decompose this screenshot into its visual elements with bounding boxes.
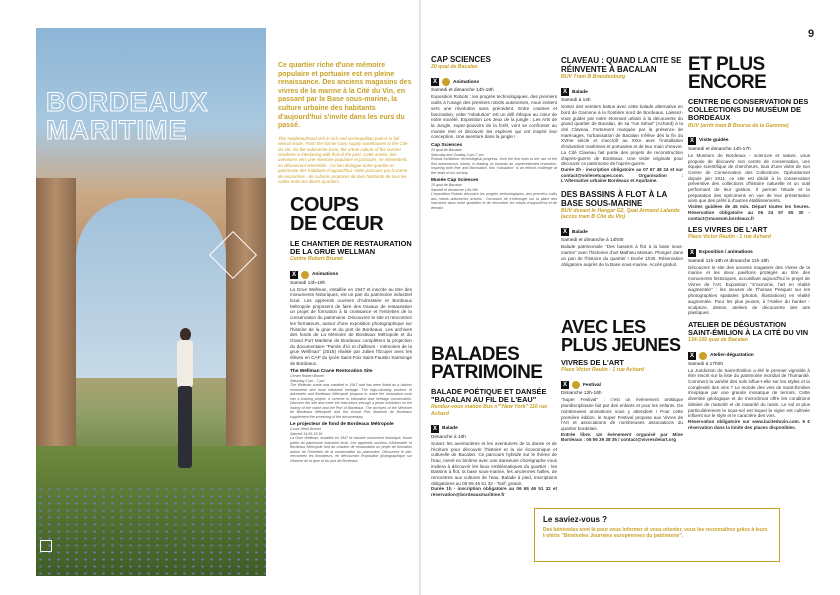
atelier-tag: X Atelier-dégustation <box>689 352 754 359</box>
hero-title: BORDEAUX MARITIME <box>46 87 209 145</box>
atelier-venue: 134-150 quai de Bacalan <box>688 337 748 344</box>
jeunes-subtitle: VIVRES DE L'ART <box>561 358 624 367</box>
vivres-tag: X Exposition / animations <box>689 249 753 256</box>
cap-venue: 20 quai de Bacalan <box>431 64 478 71</box>
saviez-body: Des bénévoles sont là pour vous informer et vous orienter, vous les reconnaîtrez grâce à leurs t-shirts "Bénévoles Journées européennes du patrimoine". <box>543 527 768 540</box>
cap-body: Exposition Robots : les progrès technologiques, des premiers outils à l'usage des premiers robots autonomes, nous invitent vers une révolution sans précédent. Entre craintes et fascination, cette "robolution" est un défi éthique au cœur de notre société. Exposition Les Jeux de la jungle : Les Arts de la Jungle, super-pouvoirs de la forêt, vont se confronter au monde réel et découvrir les espèces qui ont inspiré leur conception. Une aventure dans la jungle ! <box>431 94 557 140</box>
etplus-title: ET PLUS ENCORE <box>688 56 767 93</box>
saviez-title: Le saviez-vous ? <box>543 515 608 524</box>
coups-date: Samedi 14h-19h <box>290 280 326 286</box>
intro-english: This neighbourhood rich in rich and cosmopolitan past is in full revival mode. From the former navy supply warehouses to the Cité du Vin, via the submarine base, the urban culture of the current residents is interlacing with that of the past. Cette année, des aventures vers une mémoire populaire et portuaire, se réinventent, en découvrant ensemble - Ce lien dialogue entre quartier et patrimoine des habitants d'aujourd'hui. Votre parcours par la trame de rencontres - de cultures proposes de tous habitants de tous les cultes entre les divers quartiers. <box>278 135 408 184</box>
claveau-section <box>561 56 683 267</box>
atelier-date: Samedi à 17h00 <box>688 361 723 367</box>
balades-contact: Durée 1h - inscription obligatoire au 06 65 46 51 32 et réservation@bordeauxmaritime.fr <box>431 486 557 498</box>
balades-section <box>431 346 557 498</box>
stone-pillar-left <box>36 178 76 478</box>
coups-en-title: The Wellman Crane Restoration Site <box>290 369 373 375</box>
etplus-contact: Visites guidées de 45 min. Départ toutes les heures. Réservation obligatoire au 05 24 57 65 30 - contact@museum.bordeaux.fr <box>688 204 810 221</box>
coups-proj-date: Samedi 14:30-15:30 <box>290 431 323 436</box>
jeunes-body: "Super Festival" : c'est un évènement artistique pluridisciplinaire fait par des enfants et pour les enfants. De nombreuses animations vous y attendent ! Pour cette première édition, le Super Festival propose aux Vivres de l'Art et associations de nombreuses associations du quartier bordelais. <box>561 397 683 431</box>
page-gutter <box>419 0 421 595</box>
saviez-vous-box <box>534 508 780 562</box>
coups-tag: X Animations <box>291 271 339 278</box>
vivres-body: Découvrez le site des anciens magasins des Vivres de la marine et les deux pavillons protégés au titre des monuments historiques, accueillant aujourd'hui le projet de Vivres de l'Art. Exposition "S'oxmonix, l'art en réalité augmentée" : les œuvres de Thomas Pesquet sur les photographies spatiales (photos, illustrations) en réalité augmentée. Pour les plus jeunes, à l'Atelier du bunker - sculpture, dessin, ateliers de découverte des arts plastiques. <box>688 264 810 316</box>
bassins-date: Samedi et dimanche à 14h00 <box>561 238 624 244</box>
etplus-tag: X Visite guidée <box>689 137 729 144</box>
coups-title: COUPS DE CŒUR <box>290 196 384 235</box>
corner-ornament <box>40 540 52 552</box>
claveau-tag: X Balade <box>562 89 588 96</box>
coups-en-sub: Centre Robert Brunet <box>290 374 325 379</box>
cap-musee-sub: 20 quai de Bacalan <box>431 183 462 188</box>
bassins-title: DES BASSINS À FLOT À LA BASE SOUS-MARINE <box>561 190 667 209</box>
jeunes-contact: Entrée libre. Un évènement organisé par Mine Bordeaux : 05 56 39 38 35 / contact@vivresdelart.org <box>561 431 683 443</box>
jeunes-section <box>561 318 683 443</box>
cap-title: CAP SCIENCES <box>431 56 491 64</box>
atelier-body: La Juridiction de Saint-Émilion a été le premier vignoble à être inscrit sur la liste du patrimoine mondial de l'humanité. Comment la variété des sols influe-t-elle sur les styles et la complexité des vins ? Le monde des vins de Saint-Émilion s'explique par une grande mosaïque de terroirs. Cette diversité géologique et de microclimat offre les conditions idéales de maturité et de maturité du raisin. Le sol et plus particulièrement le sous-sol est lequel la vigne est cultivée influent sur le style et le caractère des vins. <box>688 367 810 419</box>
cap-date: Samedi et dimanche 14h-18h <box>431 88 494 94</box>
cap-en-venue: 20 quai de Bacalan <box>431 148 462 153</box>
coups-proj-body: La Grue Wellman, installée en 1947 et classée monument historique, forme partie du patrimoine industriel local. Les apprentis ouvriers d'Adresstée et Bordeaux Métropole font du chantier de restauration un projet de formation autour de l'entretien de la conservation du patrimoine. Découvrez le site, rencontrez les formateurs, en découvrant l'exposition photographique sur l'histoire de la grue et du port de Bordeaux. <box>290 436 412 463</box>
intro-lead: Ce quartier riche d'une mémoire populaire et portuaire est en pleine renaissance. Des anciens magasins des vivres de la marine à la Cité du Vin, en passant par la Base sous-marine, la culture urbaine des habitants d'aujourd'hui s'invite dans les eurs du passé. <box>278 62 412 130</box>
balades-title: BALADES PATRIMOINE <box>431 346 543 383</box>
claveau-contact: Durée 2h - inscription obligatoire au 07 67 48 24 et sur contact@voilesetcapes.com. Organisation : L'Alternative urbaine Bordeaux et Aquitaine. <box>561 166 683 184</box>
coups-body: La Grue Wellman, installée en 1947 et inscrite au titre des monuments historiques, est un pan du patrimoine industriel local. Les apprentis ouvriers d'Adresstée et Bordeaux Métropole proposent de faire des travaux de restauration un projet de formation à la croissance et l'entretien de la conservation du patrimoine. Découvrez le site et rencontrez les formateurs, autour d'une exposition photographique sur l'histoire de la grue et du port de Bordeaux. Les archives des fonds de La Mémoire de Bordeaux Métropole et du Grand Port Maritime de Bordeaux complètent la projection du documentaire "Parole d'ici et d'ailleurs - mémoires de la grue Wellman" (2018) réalisé par Julien l'Écuyer avec les élèves en CAP du lycée Saint-Foix Saint-Faustin Saintonge de Bordeaux. <box>290 286 412 366</box>
intro-block <box>278 62 412 184</box>
etplus-subtitle: CENTRE DE CONSERVATION DES COLLECTIONS DU MUSÉUM DE BORDEAUX <box>688 97 809 123</box>
claveau-body: Sortez des sentiers battus avec cette balade alternative en bord de Garonne à la frontière nord de Bordeaux. Laissez-vous guider par notre étonnant urbain à la découverte du grand quartier de Bacalan, de sa "rue Sénat" (Achard) à la cité Claveau. Fortement marquée par la présence de marécages, l'urbanisation de Bacalan s'élève dès la fin du XVIIIe siècle et s'accroît au XIXe avec l'installation d'industries maritimes et portuaires et de leur main d'œuvre. La Cité Claveau fait partie des projets de reconstruction d'après-guerre de Bordeaux. Une visite originale pour découvrir ce patrimoine de l'après-guerre. <box>561 104 683 167</box>
coups-proj-venue: Cours Henri Brunet <box>290 427 321 432</box>
coups-en-body: The Wellman crane was installed in 1947 and has been listed as a historic monument and local industrial heritage. The high-climbing workers of Adresstée and Bordeaux Métropole propose to make the restoration work into a training project, a scheme in education and heritage conservation. Discover the site and meet the instructors through a photo exhibition on the history of the crane and the Port of Bordeaux. The archives of the Mémoire de Bordeaux Métropole and the Grand Port Maritime de Bordeaux supplement the screening of the documentary. <box>290 383 412 419</box>
balades-venue: Rendez-vous station Bus n°"New York" 110 rue Achard <box>431 404 548 417</box>
atelier-contact: Réservation obligatoire sur www.laciteduvin.com. 6 € réservation dans la limite des places disponibles. <box>688 418 810 430</box>
coups-en-date: Saturday 2 pm - 7 pm <box>290 378 325 383</box>
balades-tag: X Balade <box>432 425 458 432</box>
cap-musee-title: Musée Cap Sciences <box>431 178 479 184</box>
coups-venue: Centre Robert Brunet <box>290 256 343 263</box>
etplus-body: Le Muséum de Bordeaux - sciences et nature, vous propose de découvrir son centre de conservation, une équipe scientifique de chercheurs, tous d'une visite de son Centre de Conservation des Collections. Opérationnel depuis juin 2011, ce site est dédié à la conservation préventive des collections d'histoire naturelle et un outil performant de leur gestion. Il permet l'étude et la préparation des spécimens en vue de leur présentation ainsi que des prêts à d'autres établissements. <box>688 152 810 204</box>
cap-en-date: Saturday and Sunday 2 pm-7 pm <box>431 152 484 157</box>
jeunes-date: Dimanche 12h-16h <box>561 391 602 397</box>
cap-musee-body: L'exposition Robots découvre les progrès technologiques, des premiers outils aux robots autonomes actuels ; l'occasion de s'interroger sur la place des machines dans notre quotidien et de rencontrer les robots d'aujourd'hui et de demain. <box>431 192 557 210</box>
jeunes-tag: X Festival <box>562 382 601 389</box>
claveau-title: CLAVEAU : QUAND LA CITÉ SE RÉINVENTE À BACALAN <box>561 56 682 74</box>
page-number-right: 9 <box>808 28 815 40</box>
cap-sciences-section <box>431 56 557 210</box>
jeunes-title: AVEC LES PLUS JEUNES <box>561 318 681 355</box>
arch-opening <box>76 198 226 378</box>
etplus-venue: BUV (arrêt tram B Bourse de la Garonne) <box>688 122 789 129</box>
claveau-venue: BUV Tram B Brandenburg <box>561 74 626 80</box>
coups-de-coeur-section <box>290 196 412 463</box>
cap-en-title: Cap Sciences <box>431 143 463 149</box>
bassins-venue: BUV devant le Hangar G2, Quai Armand Lalande (accès tram B Cité du Vin) <box>561 208 680 221</box>
balades-subtitle: BALADE POÉTIQUE ET DANSÉE "BACALAN AU FIL DE L'EAU" <box>431 387 547 405</box>
stone-pillar-right <box>226 178 266 478</box>
cap-tag: X Animations <box>432 79 480 86</box>
vivres-title: LES VIVRES DE L'ART <box>688 225 768 235</box>
wildflowers <box>36 486 266 576</box>
balades-body: Suivez les aventurières et les aventuriers de la danse et de l'écriture pour découvrir l'histoire et la vie économique et culturelle de Bacalan. Ce parcours hybride sur le thème de l'eau, mené en binôme avec une danseuse chorégraphe vous invitera à découvrir les lieux emblématiques du quartier : les Bassins à flot, la base sous-marine, les anciennes halles, de rencontres aux cultures de l'eau. Balade à pied, inscriptions obligatoires au 06 65 46 51 32 - Tarif: gratuit. <box>431 440 557 486</box>
etplus-date: Samedi et dimanche 14h-17h <box>688 146 751 152</box>
coups-proj-title: Le projecteur de fond de Bordeaux Métropole <box>290 422 394 428</box>
bassins-tag: X Balade <box>562 229 588 236</box>
atelier-title: ATELIER DE DÉGUSTATION SAINT-ÉMILION À LA CITÉ DU VIN <box>688 319 809 338</box>
et-plus-encore-section <box>688 56 810 430</box>
balades-date: Dimanche à 10h <box>431 434 466 440</box>
vivres-venue: Place Victor Raulin - 1 rue Achard <box>688 234 771 241</box>
vivres-date: Samedi 11h-18h et dimanche 11h-18h <box>688 258 769 264</box>
jeunes-venue: Place Victor Raulin - 1 rue Achard <box>561 367 644 374</box>
bassins-body: Balade patrimoniale "Des bassins à flot à la base sous-marine" avec l'historien d'art Mathieu Marsan. Plongez dans un pan de l'histoire du quartier ! Durée 1h30. Réservation obligatoire auprès de la Base sous-marine. Accès gratuit. <box>561 244 683 267</box>
claveau-date: Samedi à 14h <box>561 98 591 104</box>
coups-subtitle: LE CHANTIER DE RESTAURATION DE LA GRUE WELLMAN <box>290 239 412 257</box>
dancer-figure <box>172 328 198 478</box>
cap-en-body: Robots exhibition: technological progress, from the first tools to the use of the first autonomous robots, is leading us towards an unprecedented revolution. Inspiring both fear and fascination, this "robolution" is an ethical challenge at the heart of our society. <box>431 157 557 175</box>
cap-musee-date: Samedi et dimanche 14h-18h <box>431 187 478 192</box>
